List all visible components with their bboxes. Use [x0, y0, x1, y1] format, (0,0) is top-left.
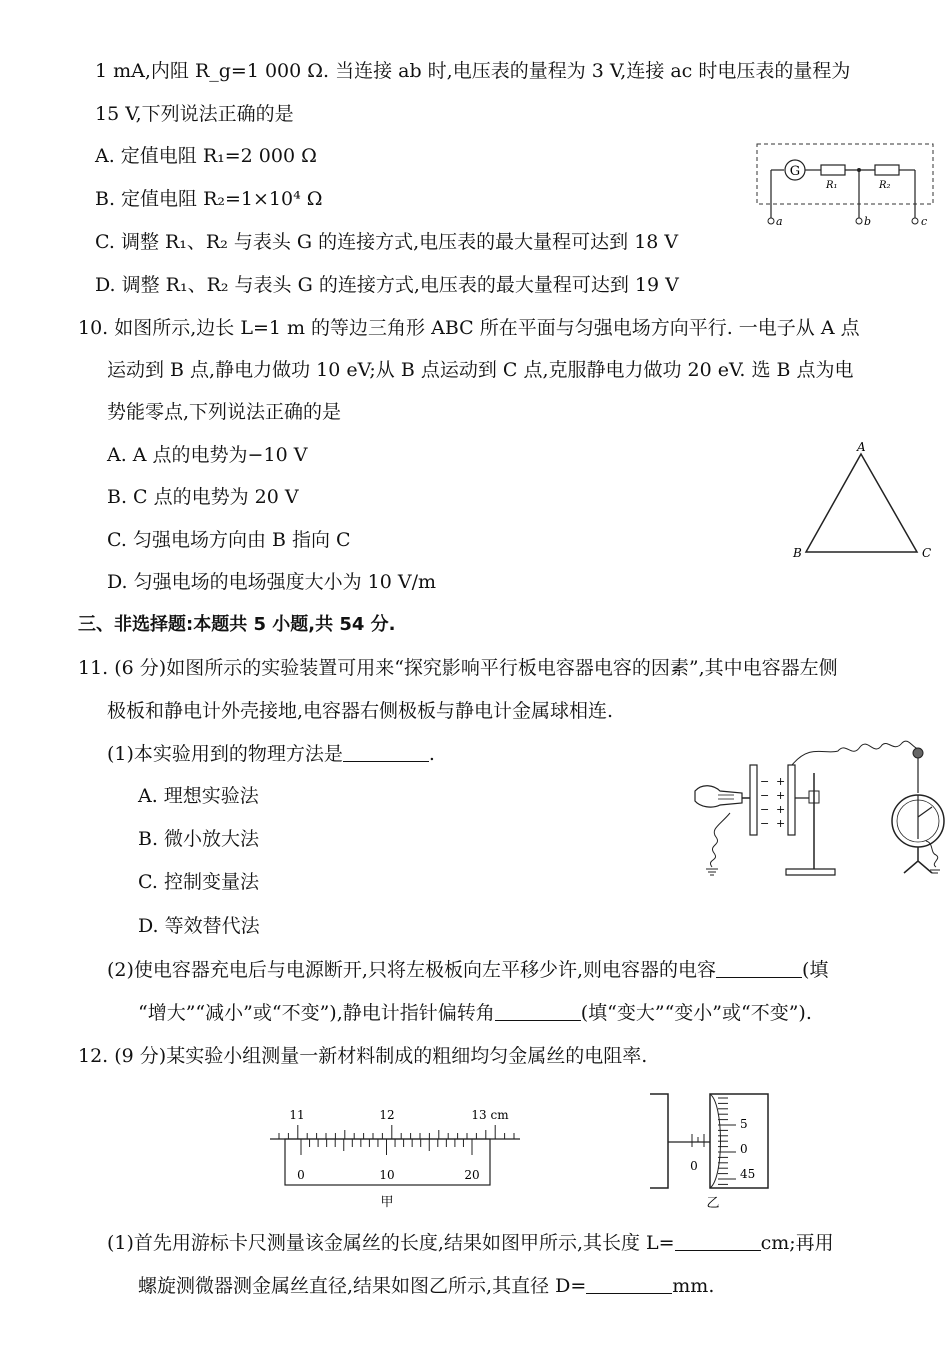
q11-option-d: D. 等效替代法 — [138, 915, 260, 937]
svg-text:−: − — [760, 803, 770, 816]
q10-option-a: A. A 点的电势为−10 V — [107, 444, 308, 466]
q11-sub1-text: (1)本实验用到的物理方法是 — [107, 743, 343, 765]
thimble-5: 5 — [740, 1117, 748, 1131]
vernier-tick-10: 10 — [379, 1168, 395, 1182]
q11-sub2-text-a: (2)使电容器充电后与电源断开,只将左极板向左平移少许,则电容器的电容 — [107, 959, 716, 981]
q11-sub2-text-d: (填“变大”“变小”或“不变”). — [580, 1002, 812, 1024]
terminal-b: b — [864, 215, 872, 228]
terminal-a: a — [776, 215, 783, 228]
q9-option-c: C. 调整 R₁、R₂ 与表头 G 的连接方式,电压表的最大量程可达到 18 V — [95, 231, 679, 253]
q11-stem-line2: 极板和静电计外壳接地,电容器右侧极板与静电计金属球相连. — [107, 700, 614, 722]
q10-stem-line1: 10. 如图所示,边长 L=1 m 的等边三角形 ABC 所在平面与匀强电场方向平行. 一电子从 A 点 — [78, 317, 860, 339]
q9-option-d: D. 调整 R₁、R₂ 与表头 G 的连接方式,电压表的最大量程可达到 19 V — [95, 274, 679, 296]
q10-stem-line2: 运动到 B 点,静电力做功 10 eV;从 B 点运动到 C 点,克服静电力做功 20 eV. 选 B 点为电 — [107, 359, 854, 381]
main-tick-12: 12 — [379, 1108, 395, 1122]
micrometer-caption: 乙 — [706, 1196, 720, 1211]
q11-option-c: C. 控制变量法 — [138, 871, 259, 893]
q10-option-d: D. 匀强电场的电场强度大小为 10 V/m — [107, 571, 437, 593]
sleeve-zero: 0 — [690, 1159, 698, 1173]
answer-blank-length[interactable] — [675, 1232, 761, 1251]
q11-sub2-line1 — [107, 957, 828, 983]
q9-option-a: A. 定值电阻 R₁=2 000 Ω — [95, 145, 317, 167]
thimble-0: 0 — [740, 1142, 748, 1156]
q12-stem-line1: 12. (9 分)某实验小组测量一新材料制成的粗细均匀金属丝的电阻率. — [78, 1045, 648, 1067]
q10-stem-line3: 势能零点,下列说法正确的是 — [107, 401, 342, 423]
q10-option-c: C. 匀强电场方向由 B 指向 C — [107, 529, 351, 551]
q11-sub2-text-b: (填 — [802, 959, 829, 981]
galvanometer-label: G — [789, 164, 801, 179]
svg-text:−: − — [760, 817, 770, 830]
q9-circuit-figure — [755, 142, 935, 232]
q12-sub1-text-d: mm. — [672, 1275, 715, 1297]
answer-blank-diameter[interactable] — [586, 1275, 672, 1294]
q12-sub1-text-a: (1)首先用游标卡尺测量该金属丝的长度,结果如图甲所示,其长度 L= — [107, 1232, 675, 1254]
vernier-tick-0: 0 — [297, 1168, 305, 1182]
section-title: 三、非选择题:本题共 5 小题,共 54 分. — [78, 614, 396, 635]
r2-label: R₂ — [879, 180, 891, 191]
q12-sub1-text-c: 螺旋测微器测金属丝直径,结果如图乙所示,其直径 D= — [138, 1275, 587, 1297]
terminal-c: c — [921, 215, 928, 228]
vernier-caliper-figure — [265, 1105, 530, 1213]
svg-text:+: + — [776, 775, 786, 788]
q11-option-b: B. 微小放大法 — [138, 828, 260, 850]
svg-text:+: + — [776, 803, 786, 816]
q11-sub2-text-c: “增大”“减小”或“不变”),静电计指针偏转角 — [138, 1002, 495, 1024]
main-tick-11: 11 — [289, 1108, 305, 1122]
q10-option-b: B. C 点的电势为 20 V — [107, 486, 299, 508]
q11-capacitor-apparatus-figure — [690, 733, 940, 881]
r1-label: R₁ — [826, 180, 838, 191]
q11-sub2-line2 — [138, 1000, 812, 1026]
svg-text:−: − — [760, 775, 770, 788]
vertex-b-label: B — [793, 546, 802, 560]
q9-stem-line2: 15 V,下列说法正确的是 — [95, 103, 294, 125]
vernier-tick-20: 20 — [464, 1168, 480, 1182]
thimble-45: 45 — [740, 1167, 756, 1181]
caliper-caption: 甲 — [380, 1195, 394, 1210]
q11-stem-line1: 11. (6 分)如图所示的实验装置可用来“探究影响平行板电容器电容的因素”,其中电容器左侧 — [78, 657, 838, 679]
vertex-c-label: C — [922, 546, 932, 560]
main-tick-13: 13 cm — [471, 1108, 509, 1122]
svg-text:+: + — [776, 817, 786, 830]
q12-sub1-line1 — [107, 1230, 834, 1256]
q11-sub1 — [107, 741, 435, 767]
vertex-a-label: A — [857, 440, 866, 454]
q11-option-a: A. 理想实验法 — [138, 785, 259, 807]
svg-text:−: − — [760, 789, 770, 802]
answer-blank-deflection[interactable] — [495, 1002, 581, 1021]
answer-blank-capacitance[interactable] — [716, 959, 802, 978]
q10-triangle-figure — [790, 440, 940, 565]
svg-text:+: + — [776, 789, 786, 802]
micrometer-figure — [648, 1090, 778, 1215]
q12-sub1-text-b: cm;再用 — [760, 1232, 834, 1254]
answer-blank[interactable] — [343, 743, 429, 762]
q11-sub1-end: . — [428, 743, 435, 765]
q9-option-b: B. 定值电阻 R₂=1×10⁴ Ω — [95, 188, 323, 210]
q9-stem-line1: 1 mA,内阻 R_g=1 000 Ω. 当连接 ab 时,电压表的量程为 3 V,连接 ac 时电压表的量程为 — [95, 60, 851, 82]
q12-sub1-line2 — [138, 1273, 714, 1299]
